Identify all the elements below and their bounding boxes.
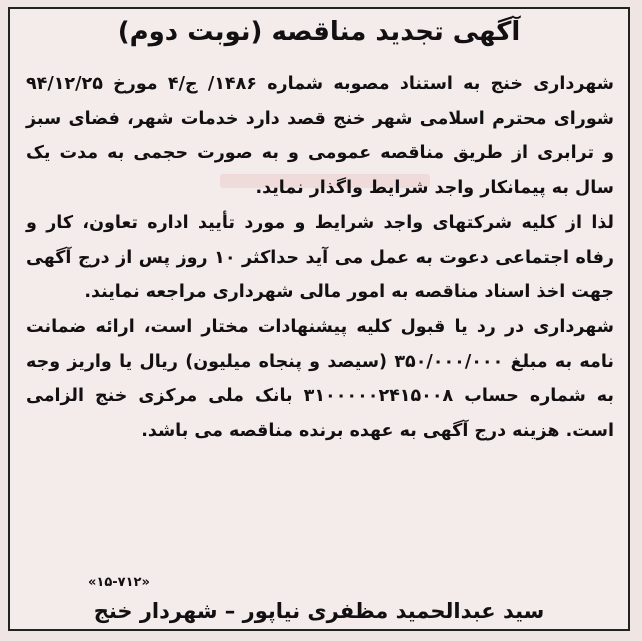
notice-title: آگهی تجدید مناقصه (نوبت دوم) xyxy=(117,17,521,47)
paragraph-invitation: لذا از کلیه شرکتهای واجد شرایط و مورد تأیید اداره تعاون، کار و رفاه اجتماعی دعوت به عمل می آید حداکثر ۱۰ روز پس از درج آگهی جهت اخذ اسناد مناقصه به امور مالی شهرداری مراجعه نمایند. xyxy=(26,212,614,303)
tender-notice xyxy=(8,7,630,631)
paragraph-guarantee: شهرداری در رد یا قبول کلیه پیشنهادات مختار است، ارائه ضمانت نامه به مبلغ ۳۵۰/۰۰۰/۰۰۰ (سیصد و پنجاه میلیون) ریال یا واریز وجه به شماره حساب ۳۱۰۰۰۰۰۲۴۱۵۰۰۸ بانک ملی مرکزی خنج الزامی است. هزینه درج آگهی به عهده برنده مناقصه می باشد. xyxy=(26,316,614,442)
reference-number: «۱۵-۷۱۲» xyxy=(88,575,150,590)
paragraph-tender-intro: شهرداری خنج به استناد مصوبه شماره ۱۴۸۶/ ج/۴ مورخ ۹۴/۱۲/۲۵ شورای محترم اسلامی شهر خنج قصد دارد خدمات شهر، فضای سبز و ترابری از طریق مناقصه عمومی و به صورت حجمی به مدت یک سال به پیمانکار واجد شرایط واگذار نماید. xyxy=(26,74,614,199)
notice-body xyxy=(26,67,614,449)
mayor-signature: سید عبدالحمید مظفری نیاپور – شهردار خنج xyxy=(93,599,545,623)
